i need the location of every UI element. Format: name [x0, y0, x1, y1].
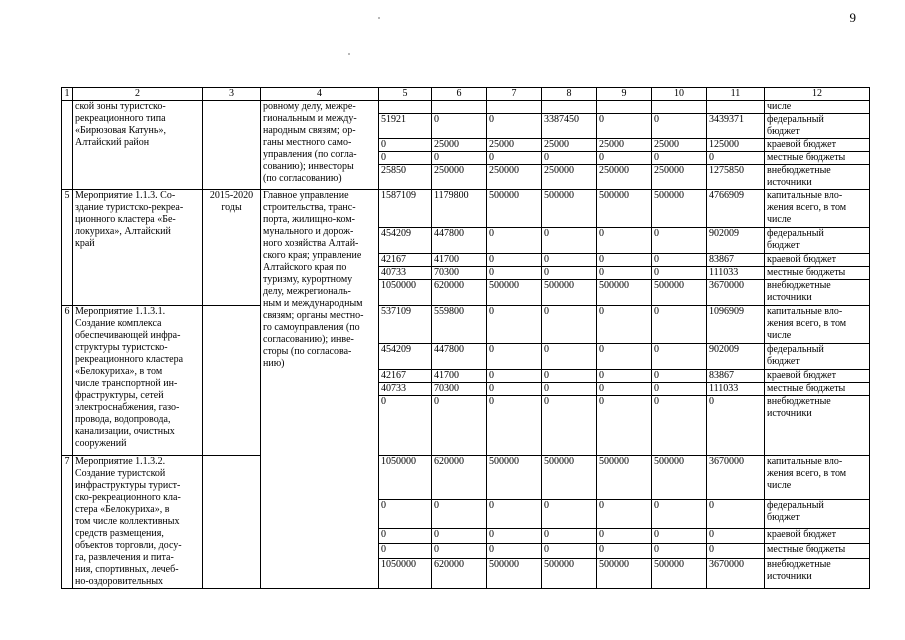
amount-cell: 0: [542, 543, 597, 558]
executor-line: ного хозяйства Алтай-: [263, 238, 359, 249]
measure-line: стера «Белокуриха», в: [75, 504, 170, 515]
amount-cell: [652, 101, 707, 114]
measure-line: рекреационного типа: [75, 113, 166, 124]
measure-line: локуриха», Алтайский: [75, 226, 171, 237]
amount-cell: 0: [707, 528, 765, 543]
amount-cell: 0: [379, 543, 432, 558]
amount-cell: 0: [432, 543, 487, 558]
funding-source-line: краевой бюджет: [767, 254, 836, 265]
amount-cell: 25000: [487, 139, 542, 152]
implementation-years-cell: [203, 190, 261, 306]
amount-cell: 0: [652, 383, 707, 396]
funding-source-line: федеральный: [767, 344, 824, 355]
amount-cell: 0: [652, 396, 707, 456]
funding-source-cell: [765, 456, 870, 500]
amount-cell: 902009: [707, 228, 765, 254]
amount-cell: 0: [487, 528, 542, 543]
measure-description-cell: [73, 306, 203, 456]
amount-cell: 0: [379, 139, 432, 152]
funding-source-line: жения всего, в том: [767, 202, 847, 213]
amount-cell: 0: [652, 543, 707, 558]
executor-line: (по согласованию): [263, 173, 342, 184]
amount-cell: 0: [487, 114, 542, 139]
amount-cell: 0: [652, 254, 707, 267]
amount-cell: 0: [487, 228, 542, 254]
amount-cell: 0: [432, 396, 487, 456]
measure-line: Создание комплекса: [75, 318, 162, 329]
funding-source-line: бюджет: [767, 356, 800, 367]
table-row: [62, 190, 870, 228]
funding-source-line: капитальные вло-: [767, 190, 843, 201]
executor-line: нию): [263, 358, 285, 369]
header-cell: 9: [597, 88, 652, 101]
header-cell: 2: [73, 88, 203, 101]
funding-source-cell: [765, 254, 870, 267]
measure-line: электроснабжения, газо-: [75, 402, 180, 413]
measure-line: рекреационного кластера: [75, 354, 184, 365]
amount-cell: 42167: [379, 254, 432, 267]
amount-cell: 0: [542, 370, 597, 383]
amount-cell: 0: [652, 114, 707, 139]
funding-source-cell: [765, 306, 870, 344]
funding-source-line: жения всего, в том: [767, 468, 847, 479]
funding-source-cell: [765, 383, 870, 396]
table-row: [62, 101, 870, 114]
table-row: [62, 306, 870, 344]
amount-cell: 0: [707, 396, 765, 456]
amount-cell: 1050000: [379, 456, 432, 500]
amount-cell: 447800: [432, 344, 487, 370]
funding-source-line: краевой бюджет: [767, 528, 836, 540]
funding-source-line: числе: [767, 214, 792, 225]
amount-cell: 70300: [432, 383, 487, 396]
funding-source-line: источники: [767, 408, 812, 419]
amount-cell: 500000: [487, 456, 542, 500]
amount-cell: 250000: [487, 165, 542, 190]
amount-cell: 500000: [542, 190, 597, 228]
header-cell: 10: [652, 88, 707, 101]
funding-source-line: числе: [767, 480, 792, 491]
funding-source-cell: [765, 228, 870, 254]
header-row: [62, 88, 870, 101]
amount-cell: [379, 101, 432, 114]
amount-cell: [707, 101, 765, 114]
measure-line: ния, спортивных, лечеб-: [75, 564, 179, 575]
amount-cell: 500000: [597, 558, 652, 588]
amount-cell: 620000: [432, 456, 487, 500]
funding-source-cell: [765, 558, 870, 588]
amount-cell: 0: [707, 499, 765, 528]
amount-cell: 40733: [379, 383, 432, 396]
funding-source-line: внебюджетные: [767, 280, 831, 291]
amount-cell: 3387450: [542, 114, 597, 139]
funding-source-cell: [765, 114, 870, 139]
funding-source-line: внебюджетные: [767, 558, 831, 570]
amount-cell: 0: [542, 152, 597, 165]
table-row: [62, 456, 870, 500]
measure-line: «Бирюзовая Катунь»,: [75, 125, 166, 136]
amount-cell: 51921: [379, 114, 432, 139]
funding-source-line: источники: [767, 292, 812, 303]
measure-line: Мероприятие 1.1.3.1.: [75, 306, 166, 317]
amount-cell: 0: [597, 267, 652, 280]
amount-cell: 41700: [432, 254, 487, 267]
amount-cell: 0: [542, 344, 597, 370]
amount-cell: 1587109: [379, 190, 432, 228]
funding-source-line: местные бюджеты: [767, 267, 846, 278]
funding-source-line: федеральный: [767, 114, 824, 125]
measure-number-cell: 7: [62, 456, 73, 589]
measure-line: Алтайский район: [75, 137, 150, 148]
funding-source-line: федеральный: [767, 228, 824, 239]
measure-line: объектов торговли, досу-: [75, 540, 182, 551]
measure-line: Мероприятие 1.1.3.2.: [75, 456, 166, 467]
amount-cell: 500000: [487, 190, 542, 228]
measure-line: ционного кластера «Бе-: [75, 214, 176, 225]
amount-cell: [487, 101, 542, 114]
funding-source-line: бюджет: [767, 126, 800, 137]
executor-line: ным и международным: [263, 298, 363, 309]
measure-line: числе транспортной ин-: [75, 378, 178, 389]
amount-cell: 250000: [652, 165, 707, 190]
amount-cell: 83867: [707, 254, 765, 267]
amount-cell: 0: [707, 152, 765, 165]
header-cell: 6: [432, 88, 487, 101]
amount-cell: 0: [597, 228, 652, 254]
amount-cell: 1096909: [707, 306, 765, 344]
years-line: годы: [221, 202, 242, 213]
amount-cell: 500000: [597, 190, 652, 228]
executor-line: ганы местного само-: [263, 137, 352, 148]
funding-source-line: источники: [767, 570, 812, 582]
amount-cell: 125000: [707, 139, 765, 152]
funding-source-cell: [765, 190, 870, 228]
funding-source-line: краевой бюджет: [767, 370, 836, 381]
executor-line: ского края; управление: [263, 250, 362, 261]
amount-cell: 500000: [487, 280, 542, 306]
measure-line: Мероприятие 1.1.3. Со-: [75, 190, 176, 201]
amount-cell: 0: [379, 396, 432, 456]
amount-cell: [542, 101, 597, 114]
funding-source-cell: [765, 267, 870, 280]
measure-line: том числе коллективных: [75, 516, 180, 527]
amount-cell: 0: [542, 528, 597, 543]
amount-cell: 0: [597, 383, 652, 396]
amount-cell: 0: [597, 254, 652, 267]
amount-cell: 0: [487, 396, 542, 456]
executor-line: строительства, транс-: [263, 202, 356, 213]
measure-line: га, развлечения и пита-: [75, 552, 174, 563]
amount-cell: 500000: [652, 280, 707, 306]
amount-cell: [432, 101, 487, 114]
measure-line: но-оздоровительных: [75, 576, 164, 587]
executor-line: гиональным и между-: [263, 113, 357, 124]
amount-cell: 0: [432, 499, 487, 528]
amount-cell: 42167: [379, 370, 432, 383]
funding-source-line: бюджет: [767, 240, 800, 251]
measure-number-cell: 5: [62, 190, 73, 306]
amount-cell: 0: [432, 528, 487, 543]
amount-cell: 0: [652, 499, 707, 528]
executor-line: сованию); инвесторы: [263, 161, 354, 172]
executor-line: туризму, курортному: [263, 274, 353, 285]
funding-source-line: числе: [767, 330, 792, 341]
funding-source-cell: [765, 280, 870, 306]
amount-cell: 500000: [542, 456, 597, 500]
amount-cell: 0: [542, 396, 597, 456]
executors-cell: [261, 101, 379, 190]
amount-cell: 0: [652, 528, 707, 543]
amount-cell: 500000: [597, 456, 652, 500]
funding-source-cell: [765, 139, 870, 152]
amount-cell: 1275850: [707, 165, 765, 190]
amount-cell: 83867: [707, 370, 765, 383]
funding-source-cell: [765, 543, 870, 558]
header-cell: 12: [765, 88, 870, 101]
amount-cell: 25000: [542, 139, 597, 152]
amount-cell: 559800: [432, 306, 487, 344]
funding-source-cell: [765, 499, 870, 528]
amount-cell: 250000: [542, 165, 597, 190]
amount-cell: 1179800: [432, 190, 487, 228]
amount-cell: 0: [542, 254, 597, 267]
amount-cell: 0: [487, 499, 542, 528]
executor-line: народным связям; ор-: [263, 125, 356, 136]
executor-line: порта, жилищно-ком-: [263, 214, 355, 225]
amount-cell: 0: [487, 543, 542, 558]
funding-table: [61, 87, 870, 589]
amount-cell: 25850: [379, 165, 432, 190]
amount-cell: 0: [597, 499, 652, 528]
measure-line: канализации, очистных: [75, 426, 175, 437]
executor-line: го самоуправления (по: [263, 322, 360, 333]
funding-source-cell: [765, 344, 870, 370]
amount-cell: 0: [379, 499, 432, 528]
amount-cell: 4766909: [707, 190, 765, 228]
funding-source-line: местные бюджеты: [767, 383, 846, 394]
funding-source-line: федеральный: [767, 499, 824, 511]
amount-cell: 0: [487, 344, 542, 370]
amount-cell: 0: [487, 370, 542, 383]
amount-cell: 0: [597, 528, 652, 543]
header-cell: 4: [261, 88, 379, 101]
measure-line: фраструктуры, сетей: [75, 390, 164, 401]
measure-line: средств размещения,: [75, 528, 164, 539]
amount-cell: 0: [487, 152, 542, 165]
amount-cell: 25000: [652, 139, 707, 152]
scan-speck: [348, 53, 350, 55]
amount-cell: 0: [652, 306, 707, 344]
amount-cell: 500000: [542, 280, 597, 306]
amount-cell: 40733: [379, 267, 432, 280]
amount-cell: 0: [597, 306, 652, 344]
header-cell: 3: [203, 88, 261, 101]
executor-line: согласованию); инве-: [263, 334, 354, 345]
amount-cell: 0: [652, 267, 707, 280]
amount-cell: 0: [597, 370, 652, 383]
amount-cell: 3670000: [707, 456, 765, 500]
funding-source-line: внебюджетные: [767, 165, 831, 176]
funding-source-line: источники: [767, 177, 812, 188]
amount-cell: 0: [487, 306, 542, 344]
amount-cell: 0: [652, 228, 707, 254]
amount-cell: 0: [597, 152, 652, 165]
measure-line: Создание туристской: [75, 468, 166, 479]
amount-cell: 0: [487, 383, 542, 396]
executor-line: связям; органы местно-: [263, 310, 364, 321]
amount-cell: 250000: [432, 165, 487, 190]
funding-source-cell: [765, 396, 870, 456]
amount-cell: 0: [432, 152, 487, 165]
funding-source-line: краевой бюджет: [767, 139, 836, 150]
amount-cell: 0: [379, 528, 432, 543]
amount-cell: 0: [652, 370, 707, 383]
amount-cell: 500000: [542, 558, 597, 588]
executor-line: ровному делу, межре-: [263, 101, 356, 112]
amount-cell: 0: [542, 306, 597, 344]
amount-cell: 0: [487, 267, 542, 280]
amount-cell: 454209: [379, 228, 432, 254]
executor-line: Главное управление: [263, 190, 349, 201]
amount-cell: 111033: [707, 383, 765, 396]
funding-source-cell: [765, 165, 870, 190]
measure-line: структуры туристско-: [75, 342, 168, 353]
scan-speck: [378, 17, 380, 19]
amount-cell: 0: [597, 344, 652, 370]
measure-number-cell: [62, 101, 73, 190]
header-cell: 8: [542, 88, 597, 101]
amount-cell: 0: [652, 152, 707, 165]
amount-cell: 0: [652, 344, 707, 370]
amount-cell: 0: [487, 254, 542, 267]
implementation-years-cell: [203, 456, 261, 589]
measure-description-cell: [73, 190, 203, 306]
measure-line: обеспечивающей инфра-: [75, 330, 181, 341]
measure-line: край: [75, 238, 95, 249]
measure-description-cell: [73, 456, 203, 589]
amount-cell: 0: [707, 543, 765, 558]
funding-source-cell: [765, 370, 870, 383]
amount-cell: 250000: [597, 165, 652, 190]
amount-cell: 1050000: [379, 280, 432, 306]
amount-cell: 3670000: [707, 280, 765, 306]
measure-line: провода, водопровода,: [75, 414, 171, 425]
amount-cell: 0: [542, 267, 597, 280]
amount-cell: 500000: [487, 558, 542, 588]
amount-cell: 70300: [432, 267, 487, 280]
funding-source-line: местные бюджеты: [767, 543, 846, 555]
executor-line: Алтайского края по: [263, 262, 347, 273]
amount-cell: 111033: [707, 267, 765, 280]
amount-cell: 25000: [597, 139, 652, 152]
funding-source-line: жения всего, в том: [767, 318, 847, 329]
amount-cell: [597, 101, 652, 114]
measure-description-cell: [73, 101, 203, 190]
funding-source-line: капитальные вло-: [767, 456, 843, 467]
amount-cell: 500000: [652, 190, 707, 228]
funding-source-cell: [765, 528, 870, 543]
amount-cell: 0: [542, 228, 597, 254]
measure-number-cell: 6: [62, 306, 73, 456]
amount-cell: 0: [542, 383, 597, 396]
executor-line: делу, межрегиональ-: [263, 286, 351, 297]
years-line: 2015-2020: [209, 190, 254, 201]
amount-cell: 454209: [379, 344, 432, 370]
executor-line: управления (по согла-: [263, 149, 357, 160]
page-number: 9: [849, 10, 856, 25]
amount-cell: 0: [379, 152, 432, 165]
amount-cell: 500000: [652, 558, 707, 588]
measure-line: инфраструктуры турист-: [75, 480, 181, 491]
amount-cell: 0: [597, 396, 652, 456]
funding-source-line: капитальные вло-: [767, 306, 843, 317]
amount-cell: 620000: [432, 280, 487, 306]
implementation-years-cell: [203, 306, 261, 456]
measure-line: здание туристско-рекреа-: [75, 202, 184, 213]
funding-source-line: местные бюджеты: [767, 152, 846, 163]
amount-cell: 0: [542, 499, 597, 528]
amount-cell: 0: [597, 114, 652, 139]
executors-cell: [261, 190, 379, 589]
header-cell: 11: [707, 88, 765, 101]
amount-cell: 500000: [652, 456, 707, 500]
amount-cell: 500000: [597, 280, 652, 306]
executor-line: мунального и дорож-: [263, 226, 354, 237]
amount-cell: 447800: [432, 228, 487, 254]
amount-cell: 3439371: [707, 114, 765, 139]
amount-cell: 3670000: [707, 558, 765, 588]
amount-cell: 902009: [707, 344, 765, 370]
header-cell: 5: [379, 88, 432, 101]
amount-cell: 0: [597, 543, 652, 558]
amount-cell: 41700: [432, 370, 487, 383]
measure-line: «Белокуриха», в том: [75, 366, 163, 377]
funding-source-cell: [765, 152, 870, 165]
amount-cell: 537109: [379, 306, 432, 344]
funding-source-line: бюджет: [767, 511, 800, 523]
funding-source-line: числе: [767, 101, 792, 112]
header-cell: 1: [62, 88, 73, 101]
amount-cell: 1050000: [379, 558, 432, 588]
measure-line: ской зоны туристско-: [75, 101, 166, 112]
amount-cell: 25000: [432, 139, 487, 152]
executor-line: сторы (по согласова-: [263, 346, 352, 357]
amount-cell: 620000: [432, 558, 487, 588]
funding-source-cell: [765, 101, 870, 114]
funding-source-line: внебюджетные: [767, 396, 831, 407]
header-cell: 7: [487, 88, 542, 101]
amount-cell: 0: [432, 114, 487, 139]
implementation-years-cell: [203, 101, 261, 190]
measure-line: ско-рекреационного кла-: [75, 492, 181, 503]
measure-line: сооружений: [75, 438, 127, 449]
